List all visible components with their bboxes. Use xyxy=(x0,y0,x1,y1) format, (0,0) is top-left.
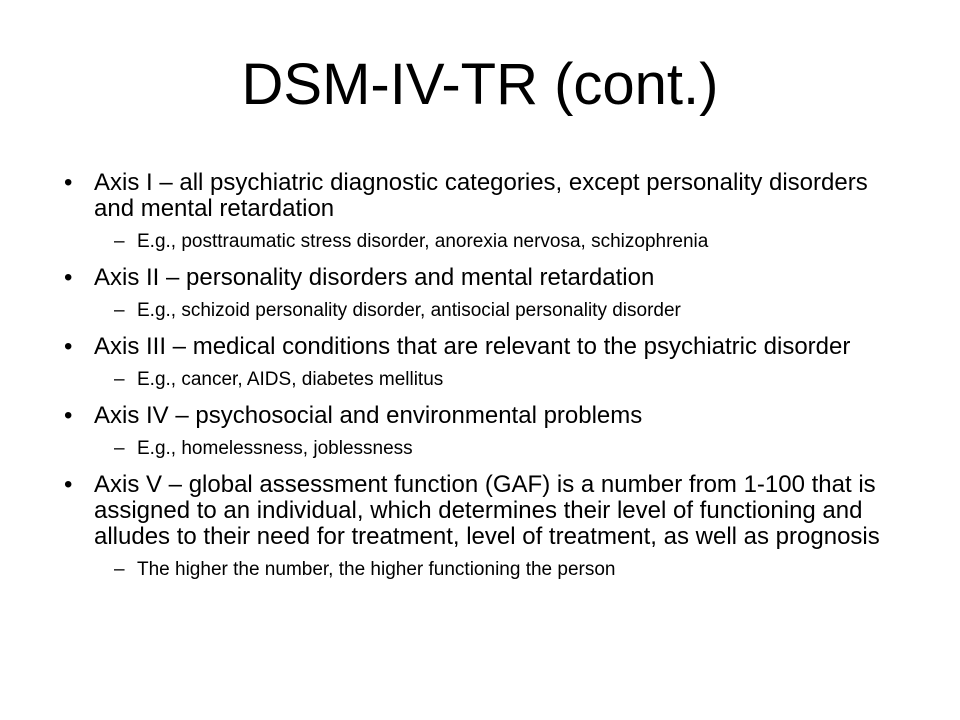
dash-icon: – xyxy=(114,559,125,580)
sub-bullet-axis-4-examples xyxy=(64,438,904,460)
bullet-text: Axis III – medical conditions that are relevant to the psychiatric disorder xyxy=(94,333,851,360)
sub-bullet-text: E.g., posttraumatic stress disorder, anorexia nervosa, schizophrenia xyxy=(137,231,709,252)
sub-bullet-text: E.g., schizoid personality disorder, antisocial personality disorder xyxy=(137,300,681,321)
bullet-text: Axis II – personality disorders and mental retardation xyxy=(94,264,655,291)
slide-title: DSM-IV-TR (cont.) xyxy=(241,52,719,117)
dash-icon: – xyxy=(114,300,125,321)
sub-bullet-axis-1-examples xyxy=(64,231,904,253)
bullet-text: Axis IV – psychosocial and environmental problems xyxy=(94,402,643,429)
sub-bullet-axis-2-examples xyxy=(64,300,904,322)
sub-bullet-text: E.g., homelessness, joblessness xyxy=(137,438,413,459)
dash-icon: – xyxy=(114,369,125,390)
bullet-axis-3 xyxy=(64,334,904,360)
sub-bullet-axis-3-examples xyxy=(64,369,904,391)
bullet-icon: • xyxy=(64,169,73,196)
bullet-axis-2 xyxy=(64,265,904,291)
bullet-icon: • xyxy=(64,264,73,291)
bullet-icon: • xyxy=(64,471,73,498)
bullet-icon: • xyxy=(64,333,73,360)
bullet-axis-5 xyxy=(64,472,904,550)
bullet-text: Axis V – global assessment function (GAF) is a number from 1-100 that is assigned to an individual, which determines their level of functioning and alludes to their need for treatment, level of treatment, as well as prognosis xyxy=(94,471,880,550)
sub-bullet-text: E.g., cancer, AIDS, diabetes mellitus xyxy=(137,369,444,390)
bullet-icon: • xyxy=(64,402,73,429)
sub-bullet-axis-5-note xyxy=(64,559,904,581)
bullet-axis-4 xyxy=(64,403,904,429)
bullet-axis-1 xyxy=(64,170,904,222)
bullet-text: Axis I – all psychiatric diagnostic categories, except personality disorders and mental retardation xyxy=(94,169,868,222)
dash-icon: – xyxy=(114,438,125,459)
slide-body xyxy=(64,170,904,581)
dash-icon: – xyxy=(114,231,125,252)
sub-bullet-text: The higher the number, the higher functioning the person xyxy=(137,559,616,580)
